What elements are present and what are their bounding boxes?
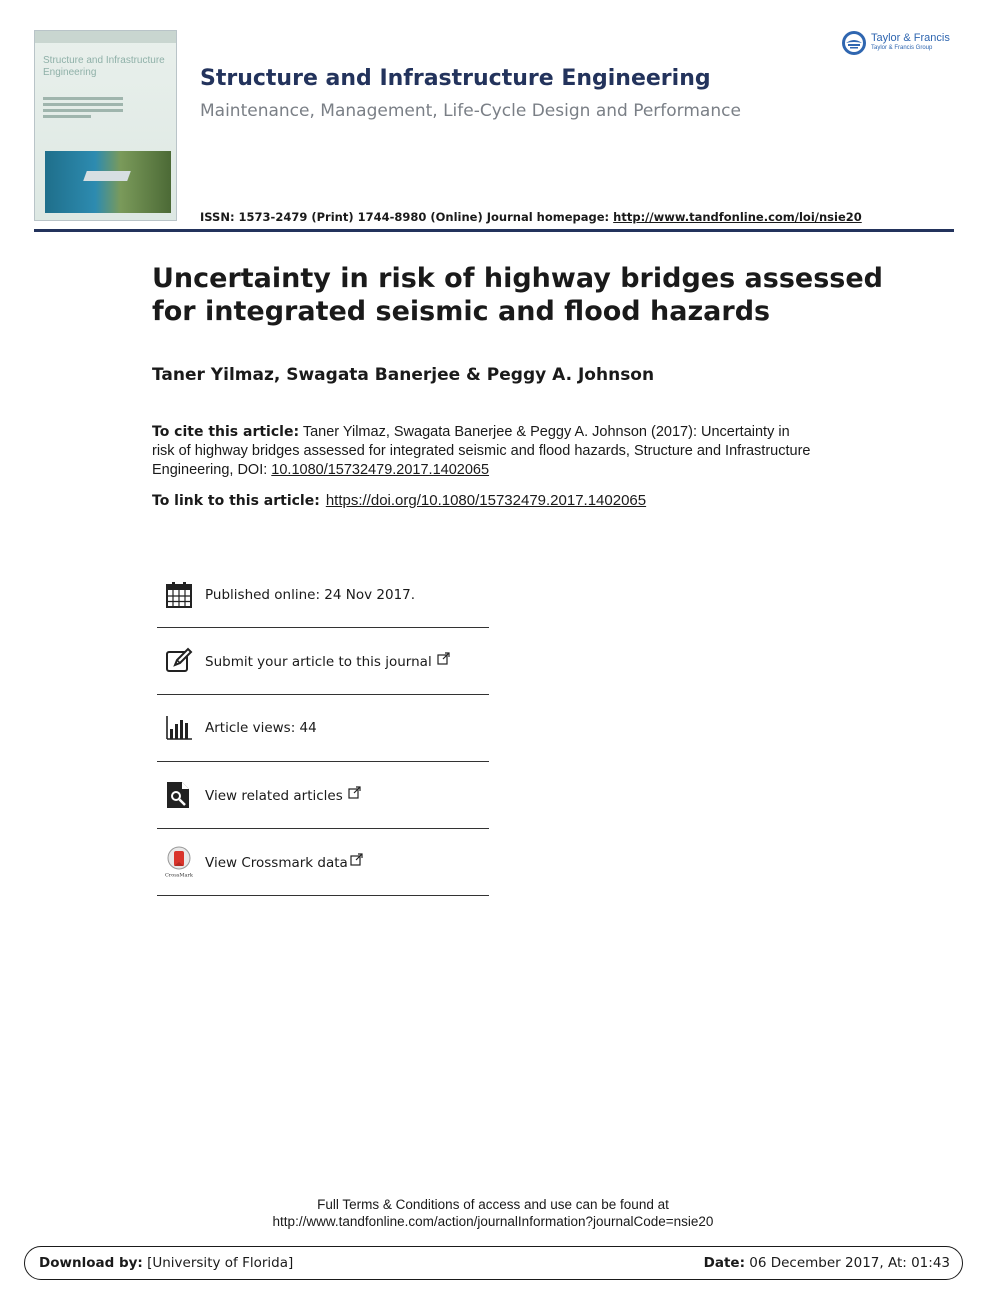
- external-link-icon: [437, 652, 450, 665]
- journal-subtitle: Maintenance, Management, Life-Cycle Design and Performance: [200, 101, 741, 121]
- taylor-francis-logo-icon: [841, 30, 867, 56]
- external-link-icon: [348, 786, 361, 799]
- article-info-list: [157, 562, 489, 896]
- cite-doi-link[interactable]: 10.1080/15732479.2017.1402065: [271, 462, 490, 478]
- terms-url[interactable]: http://www.tandfonline.com/action/journalInformation?journalCode=nsie20: [272, 1214, 714, 1229]
- published-online-text: Published online: 24 Nov 2017.: [205, 586, 416, 603]
- cover-title: Structure and Infrastructure Engineering: [43, 55, 165, 78]
- related-articles-item[interactable]: [157, 762, 489, 829]
- journal-cover-image: [34, 30, 177, 221]
- external-link-icon: [350, 853, 363, 866]
- edit-icon: [165, 647, 193, 675]
- article-doi-url[interactable]: https://doi.org/10.1080/15732479.2017.1402065: [325, 492, 647, 509]
- cover-topbar: [35, 31, 176, 43]
- download-value: [University of Florida]: [142, 1255, 294, 1271]
- publisher-logo: [841, 30, 950, 56]
- publisher-group: Taylor & Francis Group: [871, 45, 933, 51]
- submit-article-link[interactable]: [205, 652, 450, 670]
- cover-text-lines: [43, 97, 123, 121]
- cite-text: Taner Yilmaz, Swagata Banerjee & Peggy A. Johnson (2017): Uncertainty in risk of highway bridges assessed for integrated seismic and flood hazards, Structure and Infrastructure Engineering, DOI:: [152, 424, 811, 478]
- issn-text: ISSN: 1573-2479 (Print) 1744-8980 (Online) Journal homepage:: [200, 210, 614, 224]
- header-divider: [34, 229, 954, 232]
- article-authors: Taner Yilmaz, Swagata Banerjee & Peggy A. Johnson: [152, 365, 655, 385]
- crossmark-link[interactable]: [205, 853, 363, 871]
- download-date: [704, 1255, 950, 1271]
- date-label: Date:: [703, 1255, 745, 1271]
- bar-chart-icon: [165, 714, 193, 742]
- date-value: 06 December 2017, At: 01:43: [744, 1255, 950, 1271]
- citation-block: [152, 423, 812, 480]
- publisher-name: Taylor & Francis: [871, 32, 950, 44]
- download-label: Download by:: [39, 1255, 143, 1271]
- published-online-item: [157, 562, 489, 628]
- link-label: To link to this article:: [152, 493, 320, 509]
- article-views-item: [157, 695, 489, 762]
- article-title: Uncertainty in risk of highway bridges assessed for integrated seismic and flood hazards: [152, 263, 884, 327]
- crossmark-icon: [165, 846, 193, 878]
- crossmark-text: View Crossmark data: [205, 855, 348, 871]
- journal-title[interactable]: Structure and Infrastructure Engineering: [200, 66, 711, 91]
- terms-line-1: Full Terms & Conditions of access and use can be found at: [317, 1197, 669, 1212]
- download-info-bar: [24, 1246, 963, 1280]
- submit-article-text: Submit your article to this journal: [205, 654, 432, 670]
- article-views-text: Article views: 44: [205, 720, 317, 736]
- issn-line: [200, 210, 862, 224]
- related-articles-text: View related articles: [205, 788, 343, 804]
- cite-label: To cite this article:: [152, 424, 300, 440]
- terms-and-conditions: [0, 1196, 986, 1230]
- article-link-block: [152, 492, 646, 509]
- download-by: [39, 1255, 293, 1271]
- calendar-icon: [165, 581, 193, 609]
- cover-photo: [45, 151, 171, 213]
- crossmark-caption: CrossMark: [165, 872, 193, 878]
- related-articles-link[interactable]: [205, 786, 361, 804]
- submit-article-item[interactable]: [157, 628, 489, 695]
- search-document-icon: [165, 781, 193, 809]
- journal-homepage-link[interactable]: http://www.tandfonline.com/loi/nsie20: [613, 210, 862, 224]
- crossmark-item[interactable]: [157, 829, 489, 896]
